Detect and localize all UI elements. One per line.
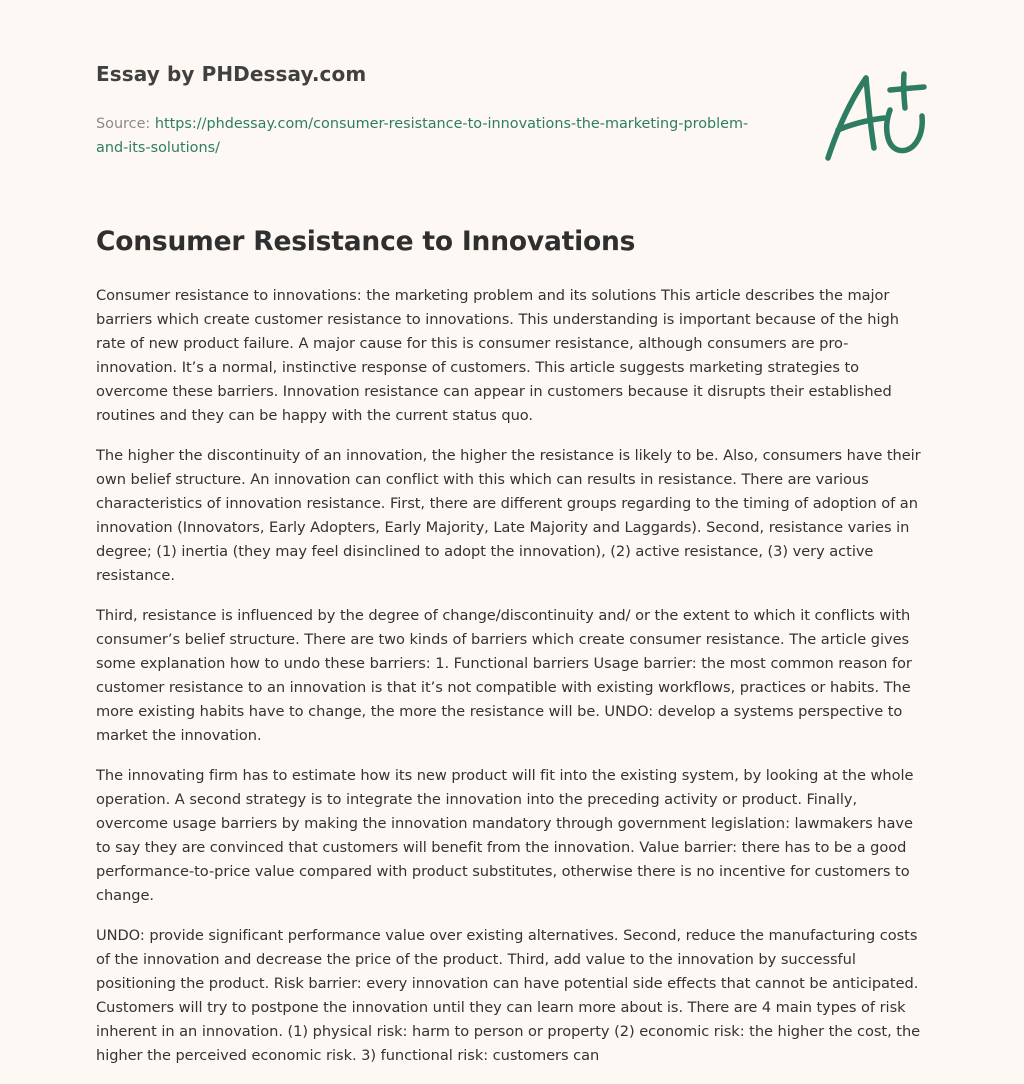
source-label: Source: xyxy=(96,116,155,132)
paragraph-1: Consumer resistance to innovations: the marketing problem and its solutions This article describes the major barriers which create customer resistance to innovations. This understanding is important because of the high rate of new product failure. A major cause for this is consumer resistance, although consumers are pro-innovation. It’s a normal, instinctive response of customers. This article suggests marketing strategies to overcome these barriers. Innovation resistance can appear in customers because it disrupts their established routines and they can be happy with the current status quo. xyxy=(96,287,899,424)
paragraph-5: UNDO: provide significant performance value over existing alternatives. Second, reduce the manufacturing costs of the innovation and decrease the price of the product. Third, add value to the innovation by successful positioning the product. Risk barrier: every innovation can have potential side effects that cannot be anticipated. Customers will try to postpone the innovation until they can learn more about is. There are 4 main types of risk inherent in an innovation. (1) physical risk: harm to person or property (2) economic risk: the higher the cost, the higher the perceived economic risk. 3) functional risk: customers can xyxy=(96,927,921,1064)
paragraph-3: Third, resistance is influenced by the degree of change/discontinuity and/ or the extent to which it conflicts with consumer’s belief structure. There are two kinds of barriers which create consumer resistance. The article gives some explanation how to undo these barriers: 1. Functional barriers Usage barrier: the most common reason for customer resistance to an innovation is that it’s not compatible with existing workflows, practices or habits. The more existing habits have to change, the more the resistance will be. UNDO: develop a systems perspective to market the innovation. xyxy=(96,607,912,744)
a-plus-logo-icon xyxy=(824,68,928,164)
site-title: Essay by PHDessay.com xyxy=(96,62,367,86)
paragraph-4: The innovating firm has to estimate how its new product will fit into the existing system, by looking at the whole operation. A second strategy is to integrate the innovation into the preceding activity or product. Finally, overcome usage barriers by making the innovation mandatory through government legislation: lawmakers have to say they are convinced that customers will benefit from the innovation. Value barrier: there has to be a good performance-to-price value compared with product substitutes, otherwise there is no incentive for customers to change. xyxy=(96,767,914,904)
document-body xyxy=(96,284,928,1084)
document-title: Consumer Resistance to Innovations xyxy=(96,226,636,257)
source-link[interactable]: https://phdessay.com/consumer-resistance-to-innovations-the-marketing-problem-and-its-solutions/ xyxy=(96,116,749,156)
paragraph-2: The higher the discontinuity of an innovation, the higher the resistance is likely to be. Also, consumers have their own belief structure. An innovation can conflict with this which can results in resistance. There are various characteristics of innovation resistance. First, there are different groups regarding to the timing of adoption of an innovation (Innovators, Early Adopters, Early Majority, Late Majority and Laggards). Second, resistance varies in degree; (1) inertia (they may feel disinclined to adopt the innovation), (2) active resistance, (3) very active resistance. xyxy=(96,447,921,584)
source-line xyxy=(96,112,756,160)
